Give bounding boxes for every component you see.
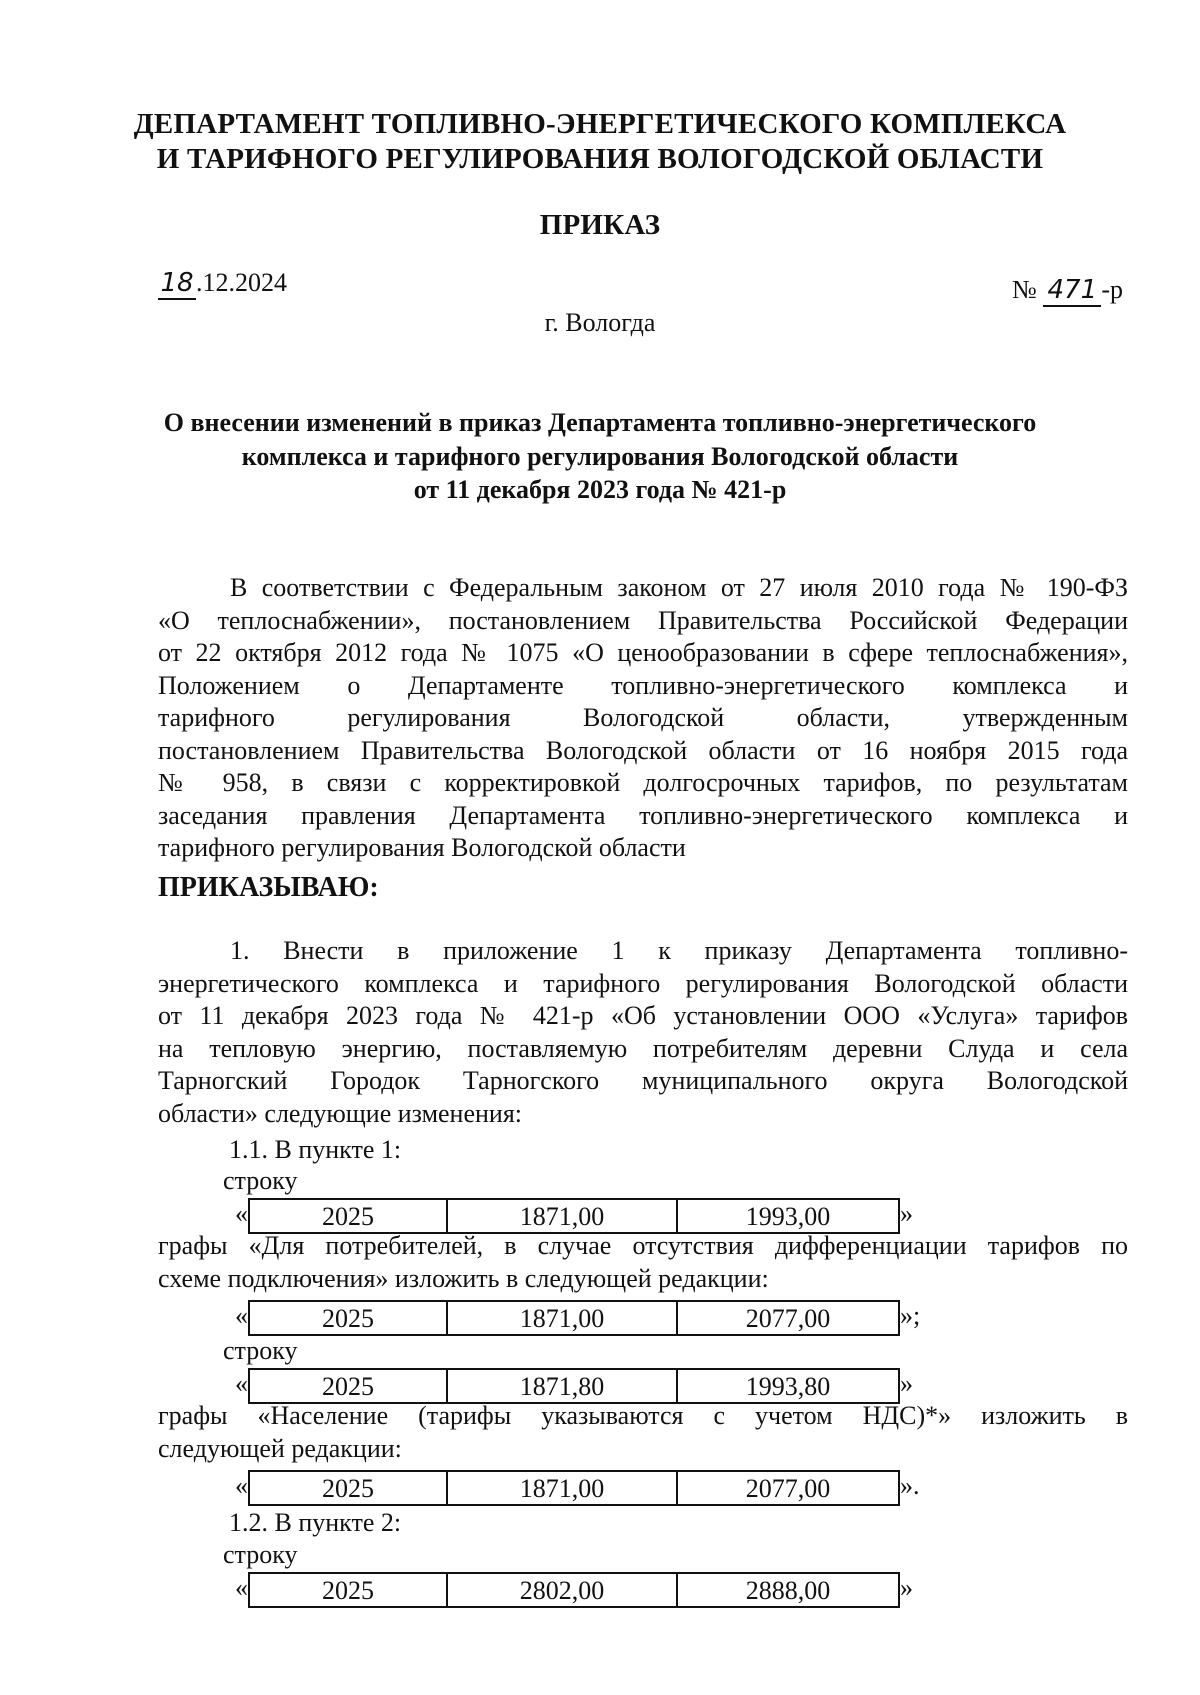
document-type: ПРИКАЗ bbox=[539, 209, 661, 241]
tariff-value-2: 1993,00 bbox=[745, 1202, 831, 1231]
stroku-label: строку bbox=[223, 1166, 298, 1195]
preamble-line: № 958, в связи с корректировкой долгосрочных тарифов, по результатам bbox=[158, 768, 1128, 797]
tariff-value-1: 1871,80 bbox=[448, 1370, 678, 1402]
open-quote: « bbox=[235, 1573, 248, 1602]
tariff-row bbox=[248, 1470, 900, 1506]
stroku-label: строку bbox=[223, 1336, 298, 1365]
close-quote-period: ». bbox=[900, 1471, 920, 1500]
tariff-value-1: 1871,00 bbox=[448, 1472, 678, 1504]
preamble bbox=[158, 572, 1128, 865]
close-quote: » bbox=[900, 1199, 913, 1228]
department-name-line1: ДЕПАРТАМЕНТ ТОПЛИВНО-ЭНЕРГЕТИЧЕСКОГО КОМПЛЕКСА bbox=[133, 108, 1067, 140]
document-number bbox=[1012, 275, 1123, 307]
number-prefix: № bbox=[1012, 275, 1037, 304]
tariff-year: 2025 bbox=[250, 1302, 448, 1334]
item1-line: энергетического комплекса и тарифного регулирования Вологодской области bbox=[158, 968, 1128, 998]
grafa1-text bbox=[158, 1230, 1128, 1295]
close-quote: » bbox=[900, 1573, 913, 1602]
tariff-year: 2025 bbox=[250, 1370, 448, 1402]
document-date bbox=[158, 268, 287, 300]
preamble-line: заседания правления Департамента топливно-энергетического комплекса и bbox=[158, 800, 1128, 830]
preamble-line: тарифного регулирования Вологодской области bbox=[158, 833, 686, 862]
close-quote-semicolon: »; bbox=[900, 1301, 921, 1330]
open-quote: « bbox=[235, 1199, 248, 1228]
tariff-row bbox=[248, 1198, 900, 1234]
open-quote: « bbox=[235, 1369, 248, 1398]
tariff-value-2: 1993,80 bbox=[745, 1372, 831, 1401]
preamble-line: «О теплоснабжении», постановлением Правительства Российской Федерации bbox=[158, 605, 1128, 635]
item1-line: Тарногский Городок Тарногского муниципального округа Вологодской bbox=[158, 1066, 1128, 1095]
open-quote: « bbox=[235, 1301, 248, 1330]
number-suffix: -р bbox=[1101, 275, 1123, 304]
grafa2-line: следующей редакции: bbox=[158, 1433, 402, 1463]
preamble-line: В соответствии с Федеральным законом от 27 июля 2010 года № 190-ФЗ bbox=[230, 573, 1128, 602]
tariff-row bbox=[248, 1572, 900, 1608]
item1-line: на тепловую энергию, поставляемую потребителям деревни Слуда и села bbox=[158, 1033, 1128, 1063]
subitem-1-2-label: 1.2. В пункте 2: bbox=[229, 1508, 402, 1537]
tariff-value-2: 2077,00 bbox=[745, 1474, 831, 1503]
item1-line: от 11 декабря 2023 года № 421-р «Об установлении ООО «Услуга» тарифов bbox=[158, 1001, 1128, 1030]
grafa2-text bbox=[158, 1400, 1128, 1465]
date-day-handwritten: 18 bbox=[158, 268, 196, 300]
tariff-year: 2025 bbox=[250, 1574, 448, 1606]
preamble-line: от 22 октября 2012 года № 1075 «О ценообразовании в сфере теплоснабжения», bbox=[158, 638, 1128, 667]
city: г. Вологда bbox=[544, 308, 656, 337]
stroku-label: строку bbox=[223, 1540, 298, 1569]
tariff-year: 2025 bbox=[250, 1472, 448, 1504]
close-quote: » bbox=[900, 1369, 913, 1398]
tariff-value-2: 2888,00 bbox=[745, 1576, 831, 1605]
date-month-year: .12.2024 bbox=[196, 268, 287, 297]
open-quote: « bbox=[235, 1471, 248, 1500]
item1-line: 1. Внести в приложение 1 к приказу Департамента топливно- bbox=[230, 936, 1128, 965]
subitem-1-1-label: 1.1. В пункте 1: bbox=[229, 1135, 402, 1164]
subject-line3: от 11 декабря 2023 года № 421-р bbox=[413, 475, 787, 504]
department-name-line2: И ТАРИФНОГО РЕГУЛИРОВАНИЯ ВОЛОГОДСКОЙ ОБЛАСТИ bbox=[156, 143, 1044, 175]
tariff-row bbox=[248, 1368, 900, 1404]
grafa1-line: графы «Для потребителей, в случае отсутствия дифференциации тарифов по bbox=[158, 1231, 1128, 1260]
preamble-line: Положением о Департаменте топливно-энергетического комплекса и bbox=[158, 670, 1128, 700]
tariff-value-2: 2077,00 bbox=[745, 1304, 831, 1333]
tariff-row bbox=[248, 1300, 900, 1336]
subject-line2: комплекса и тарифного регулирования Вологодской области bbox=[241, 442, 959, 471]
preamble-line: постановлением Правительства Вологодской области от 16 ноября 2015 года bbox=[158, 735, 1128, 765]
preamble-line: тарифного регулирования Вологодской области, утвержденным bbox=[158, 703, 1128, 732]
number-value-handwritten: 471 bbox=[1043, 275, 1101, 307]
tariff-value-1: 1871,00 bbox=[448, 1302, 678, 1334]
item1-text bbox=[158, 935, 1128, 1130]
tariff-value-1: 2802,00 bbox=[448, 1574, 678, 1606]
grafa1-line: схеме подключения» изложить в следующей редакции: bbox=[158, 1263, 769, 1293]
grafa2-line: графы «Население (тарифы указываются с учетом НДС)*» изложить в bbox=[158, 1401, 1128, 1430]
subject-line1: О внесении изменений в приказ Департамента топливно-энергетического bbox=[163, 408, 1037, 437]
tariff-year: 2025 bbox=[250, 1200, 448, 1232]
item1-line: области» следующие изменения: bbox=[158, 1098, 523, 1128]
tariff-value-1: 1871,00 bbox=[448, 1200, 678, 1232]
order-word: ПРИКАЗЫВАЮ: bbox=[158, 872, 379, 903]
